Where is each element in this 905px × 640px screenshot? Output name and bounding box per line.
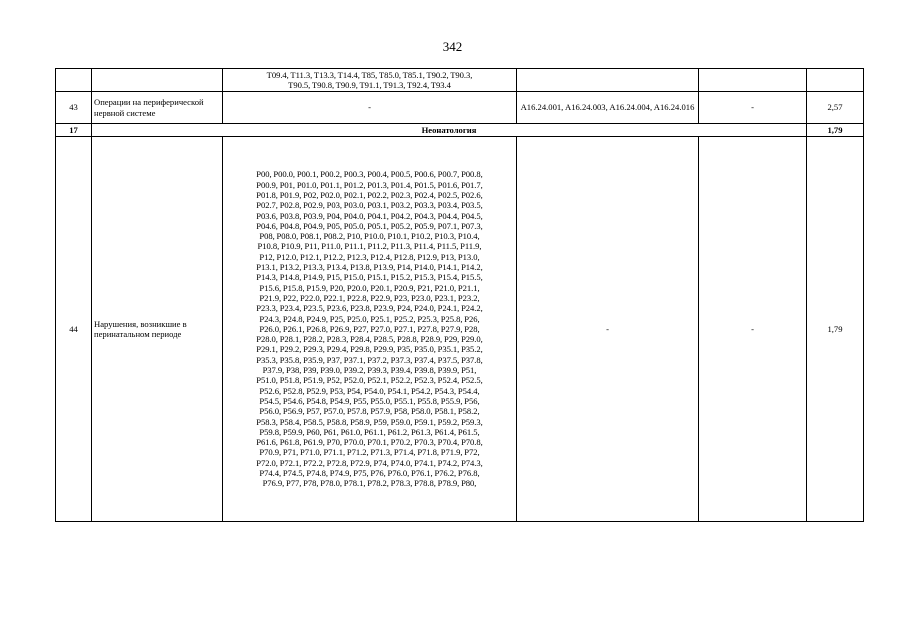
- tariff-table: [55, 68, 864, 522]
- code-line: P21.9, P22, P22.0, P22.1, P22.8, P22.9, P23, P23.0, P23.1, P23.2,: [259, 292, 480, 303]
- table-row: [56, 137, 864, 522]
- diagnosis-codes: [223, 137, 517, 522]
- extra-criteria: -: [699, 92, 807, 124]
- code-line: P37.9, P38, P39, P39.0, P39.2, P39.3, P39.4, P39.8, P39.9, P51,: [262, 365, 477, 376]
- section-title: Неонатология: [92, 124, 807, 137]
- code-line: P00.9, P01, P01.0, P01.1, P01.2, P01.3, P01.4, P01.5, P01.6, P01.7,: [256, 179, 483, 190]
- code-line: P23.3, P23.4, P23.5, P23.6, P23.8, P23.9, P24, P24.0, P24.1, P24.2,: [256, 303, 483, 314]
- code-line: P01.8, P01.9, P02, P02.0, P02.1, P02.2, P02.3, P02.4, P02.5, P02.6,: [256, 189, 483, 200]
- code-line: P13.1, P13.2, P13.3, P13.4, P13.8, P13.9, P14, P14.0, P14.1, P14.2,: [256, 262, 483, 273]
- code-line: P00, P00.0, P00.1, P00.2, P00.3, P00.4, P00.5, P00.6, P00.7, P00.8,: [256, 169, 483, 180]
- section-number: 17: [56, 124, 92, 137]
- section-row: [56, 124, 864, 137]
- diagnosis-codes: -: [223, 92, 517, 124]
- code-line: P51.0, P51.8, P51.9, P52, P52.0, P52.1, P52.2, P52.3, P52.4, P52.5,: [256, 375, 483, 386]
- service-codes: -: [517, 137, 699, 522]
- code-line: P61.6, P61.8, P61.9, P70, P70.0, P70.1, P70.2, P70.3, P70.4, P70.8,: [256, 437, 483, 448]
- code-line: P35.3, P35.8, P35.9, P37, P37.1, P37.2, P37.3, P37.4, P37.5, P37.8,: [256, 354, 483, 365]
- code-line: P26.0, P26.1, P26.8, P26.9, P27, P27.0, P27.1, P27.8, P27.9, P28,: [259, 323, 480, 334]
- code-line: P10.8, P10.9, P11, P11.0, P11.1, P11.2, P11.3, P11.4, P11.5, P11.9,: [257, 241, 482, 252]
- code-line: P02.7, P02.8, P02.9, P03, P03.0, P03.1, P03.2, P03.3, P03.4, P03.5,: [256, 200, 483, 211]
- code-line: P76.9, P77, P78, P78.0, P78.1, P78.2, P78.3, P78.8, P78.9, P80,: [262, 478, 477, 489]
- code-line: P56.0, P56.9, P57, P57.0, P57.8, P57.9, P58, P58.0, P58.1, P58.2,: [259, 406, 480, 417]
- row-name: Нарушения, возникшие в перинатальном периоде: [92, 137, 223, 522]
- code-line: P15.6, P15.8, P15.9, P20, P20.0, P20.1, P20.9, P21, P21.0, P21.1,: [259, 282, 480, 293]
- row-number: 43: [56, 92, 92, 124]
- code-line: P70.9, P71, P71.0, P71.1, P71.2, P71.3, P71.4, P71.8, P71.9, P72,: [259, 447, 480, 458]
- code-line: T90.5, T90.8, T90.9, T91.1, T91.3, T92.4, T93.4: [288, 80, 451, 90]
- code-line: P29.1, P29.2, P29.3, P29.4, P29.8, P29.9, P35, P35.0, P35.1, P35.2,: [256, 344, 483, 355]
- code-line: P12, P12.0, P12.1, P12.2, P12.3, P12.4, P12.8, P12.9, P13, P13.0,: [259, 251, 480, 262]
- service-codes: A16.24.001, A16.24.003, A16.24.004, A16.24.016: [517, 92, 699, 124]
- code-line: P74.4, P74.5, P74.8, P74.9, P75, P76, P76.0, P76.1, P76.2, P76.8,: [259, 468, 480, 478]
- row-name: Операции на периферической нервной системе: [92, 92, 223, 124]
- code-line: P03.6, P03.8, P03.9, P04, P04.0, P04.1, P04.2, P04.3, P04.4, P04.5,: [256, 210, 483, 221]
- code-line: P08, P08.0, P08.1, P08.2, P10, P10.0, P10.1, P10.2, P10.3, P10.4,: [259, 231, 480, 242]
- code-line: P72.0, P72.1, P72.2, P72.8, P72.9, P74, P74.0, P74.1, P74.2, P74.3,: [256, 457, 483, 468]
- diagnosis-codes: [223, 69, 517, 92]
- service-codes: [517, 69, 699, 92]
- code-line: P14.3, P14.8, P14.9, P15, P15.0, P15.1, P15.2, P15.3, P15.4, P15.5,: [256, 272, 483, 283]
- extra-criteria: [699, 69, 807, 92]
- section-coefficient: 1,79: [807, 124, 864, 137]
- row-number: 44: [56, 137, 92, 522]
- code-line: P04.6, P04.8, P04.9, P05, P05.0, P05.1, P05.2, P05.9, P07.1, P07.3,: [256, 220, 483, 231]
- row-name: [92, 69, 223, 92]
- table-row: [56, 69, 864, 92]
- code-line: P24.3, P24.8, P24.9, P25, P25.0, P25.1, P25.2, P25.3, P25.8, P26,: [259, 313, 480, 324]
- page-number: 342: [442, 39, 463, 54]
- coefficient: [807, 69, 864, 92]
- coefficient: 1,79: [807, 137, 864, 522]
- code-line: P58.3, P58.4, P58.5, P58.8, P58.9, P59, P59.0, P59.1, P59.2, P59.3,: [256, 416, 483, 427]
- code-line: P54.5, P54.6, P54.8, P54.9, P55, P55.0, P55.1, P55.8, P55.9, P56,: [259, 395, 480, 406]
- code-line: T09.4, T11.3, T13.3, T14.4, T85, T85.0, T85.1, T90.2, T90.3,: [266, 69, 473, 80]
- table-row: [56, 92, 864, 124]
- row-number: [56, 69, 92, 92]
- code-line: P28.0, P28.1, P28.2, P28.3, P28.4, P28.5, P28.8, P28.9, P29, P29.0,: [256, 334, 483, 345]
- code-line: P52.6, P52.8, P52.9, P53, P54, P54.0, P54.1, P54.2, P54.3, P54.4,: [259, 385, 480, 396]
- coefficient: 2,57: [807, 92, 864, 124]
- extra-criteria: -: [699, 137, 807, 522]
- code-line: P59.8, P59.9, P60, P61, P61.0, P61.1, P61.2, P61.3, P61.4, P61.5,: [259, 426, 480, 437]
